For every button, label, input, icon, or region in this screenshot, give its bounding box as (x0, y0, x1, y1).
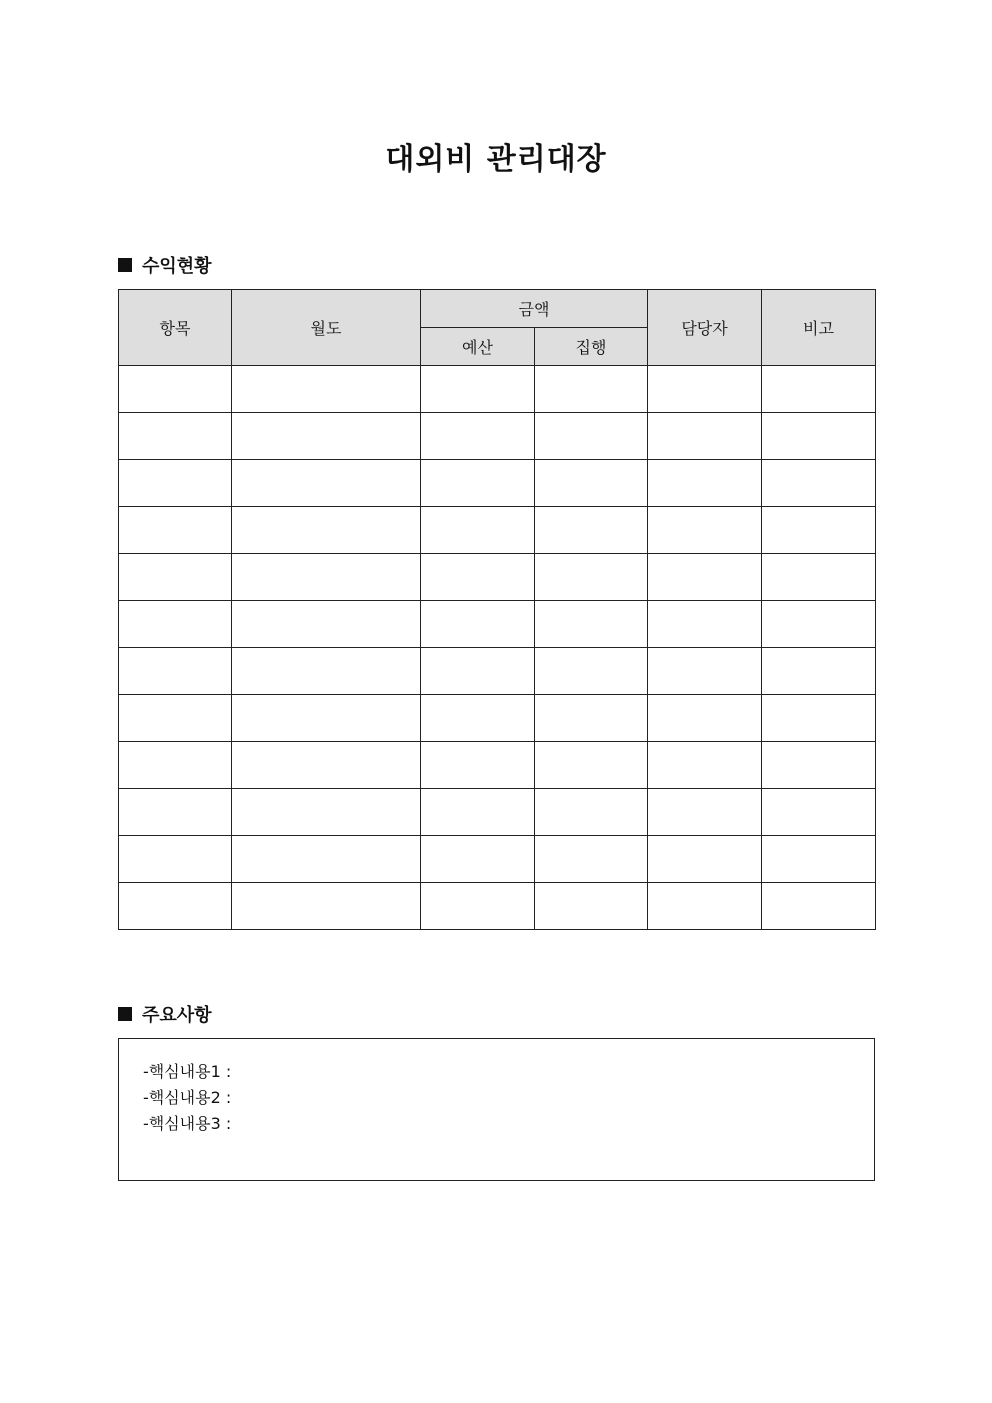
table-header-row (119, 290, 876, 328)
cell-manager (648, 366, 762, 413)
table-row (119, 507, 876, 554)
cell-item (119, 554, 232, 601)
table-row (119, 883, 876, 930)
cell-item (119, 789, 232, 836)
cell-budget (421, 836, 535, 883)
cell-manager (648, 554, 762, 601)
cell-budget (421, 883, 535, 930)
cell-budget (421, 413, 535, 460)
cell-budget (421, 789, 535, 836)
cell-month (232, 601, 421, 648)
cell-execution (535, 601, 648, 648)
cell-month (232, 836, 421, 883)
cell-budget (421, 695, 535, 742)
cell-budget (421, 554, 535, 601)
cell-execution (535, 742, 648, 789)
income-table-body (119, 366, 876, 930)
cell-execution (535, 554, 648, 601)
cell-item (119, 883, 232, 930)
square-bullet-icon (118, 258, 132, 272)
cell-remarks (762, 883, 876, 930)
cell-execution (535, 789, 648, 836)
cell-item (119, 366, 232, 413)
cell-month (232, 789, 421, 836)
cell-remarks (762, 789, 876, 836)
header-budget: 예산 (421, 328, 535, 366)
cell-month (232, 460, 421, 507)
income-section-heading-label: 수익현황 (142, 256, 212, 277)
cell-budget (421, 648, 535, 695)
cell-budget (421, 366, 535, 413)
cell-budget (421, 460, 535, 507)
cell-budget (421, 601, 535, 648)
cell-manager (648, 507, 762, 554)
table-row (119, 554, 876, 601)
notes-box (118, 1038, 875, 1181)
table-row (119, 366, 876, 413)
cell-manager (648, 836, 762, 883)
cell-item (119, 836, 232, 883)
cell-execution (535, 883, 648, 930)
cell-item (119, 648, 232, 695)
cell-execution (535, 460, 648, 507)
cell-month (232, 695, 421, 742)
cell-item (119, 742, 232, 789)
cell-manager (648, 789, 762, 836)
cell-execution (535, 836, 648, 883)
cell-remarks (762, 413, 876, 460)
cell-item (119, 507, 232, 554)
cell-item (119, 413, 232, 460)
note-item-1: -핵심내용1 : (143, 1062, 232, 1081)
table-row (119, 789, 876, 836)
cell-execution (535, 507, 648, 554)
cell-remarks (762, 742, 876, 789)
cell-remarks (762, 601, 876, 648)
header-execution: 집행 (535, 328, 648, 366)
table-row (119, 601, 876, 648)
cell-budget (421, 507, 535, 554)
cell-execution (535, 413, 648, 460)
cell-month (232, 413, 421, 460)
note-item-3: -핵심내용3 : (143, 1114, 232, 1133)
document-title: 대외비 관리대장 (385, 142, 607, 177)
cell-budget (421, 742, 535, 789)
cell-remarks (762, 695, 876, 742)
header-remarks: 비고 (762, 290, 876, 366)
notes-list (119, 1039, 874, 1137)
cell-execution (535, 366, 648, 413)
cell-month (232, 507, 421, 554)
cell-remarks (762, 648, 876, 695)
table-row (119, 648, 876, 695)
cell-manager (648, 601, 762, 648)
cell-remarks (762, 507, 876, 554)
table-row (119, 460, 876, 507)
cell-execution (535, 695, 648, 742)
header-manager: 담당자 (648, 290, 762, 366)
square-bullet-icon (118, 1007, 132, 1021)
cell-month (232, 883, 421, 930)
cell-month (232, 554, 421, 601)
cell-item (119, 460, 232, 507)
cell-manager (648, 460, 762, 507)
cell-manager (648, 883, 762, 930)
cell-remarks (762, 366, 876, 413)
cell-remarks (762, 460, 876, 507)
cell-execution (535, 648, 648, 695)
cell-remarks (762, 836, 876, 883)
table-row (119, 413, 876, 460)
note-item-2: -핵심내용2 : (143, 1088, 232, 1107)
income-table (118, 289, 876, 930)
notes-section-heading (118, 1001, 212, 1027)
table-row (119, 695, 876, 742)
cell-month (232, 742, 421, 789)
cell-manager (648, 742, 762, 789)
cell-item (119, 695, 232, 742)
income-section-heading (118, 252, 212, 278)
cell-remarks (762, 554, 876, 601)
cell-manager (648, 695, 762, 742)
cell-month (232, 648, 421, 695)
header-month: 월도 (232, 290, 421, 366)
cell-manager (648, 648, 762, 695)
header-amount: 금액 (421, 290, 648, 328)
cell-item (119, 601, 232, 648)
cell-month (232, 366, 421, 413)
table-row (119, 836, 876, 883)
header-item: 항목 (119, 290, 232, 366)
notes-section-heading-label: 주요사항 (142, 1005, 212, 1026)
table-row (119, 742, 876, 789)
cell-manager (648, 413, 762, 460)
